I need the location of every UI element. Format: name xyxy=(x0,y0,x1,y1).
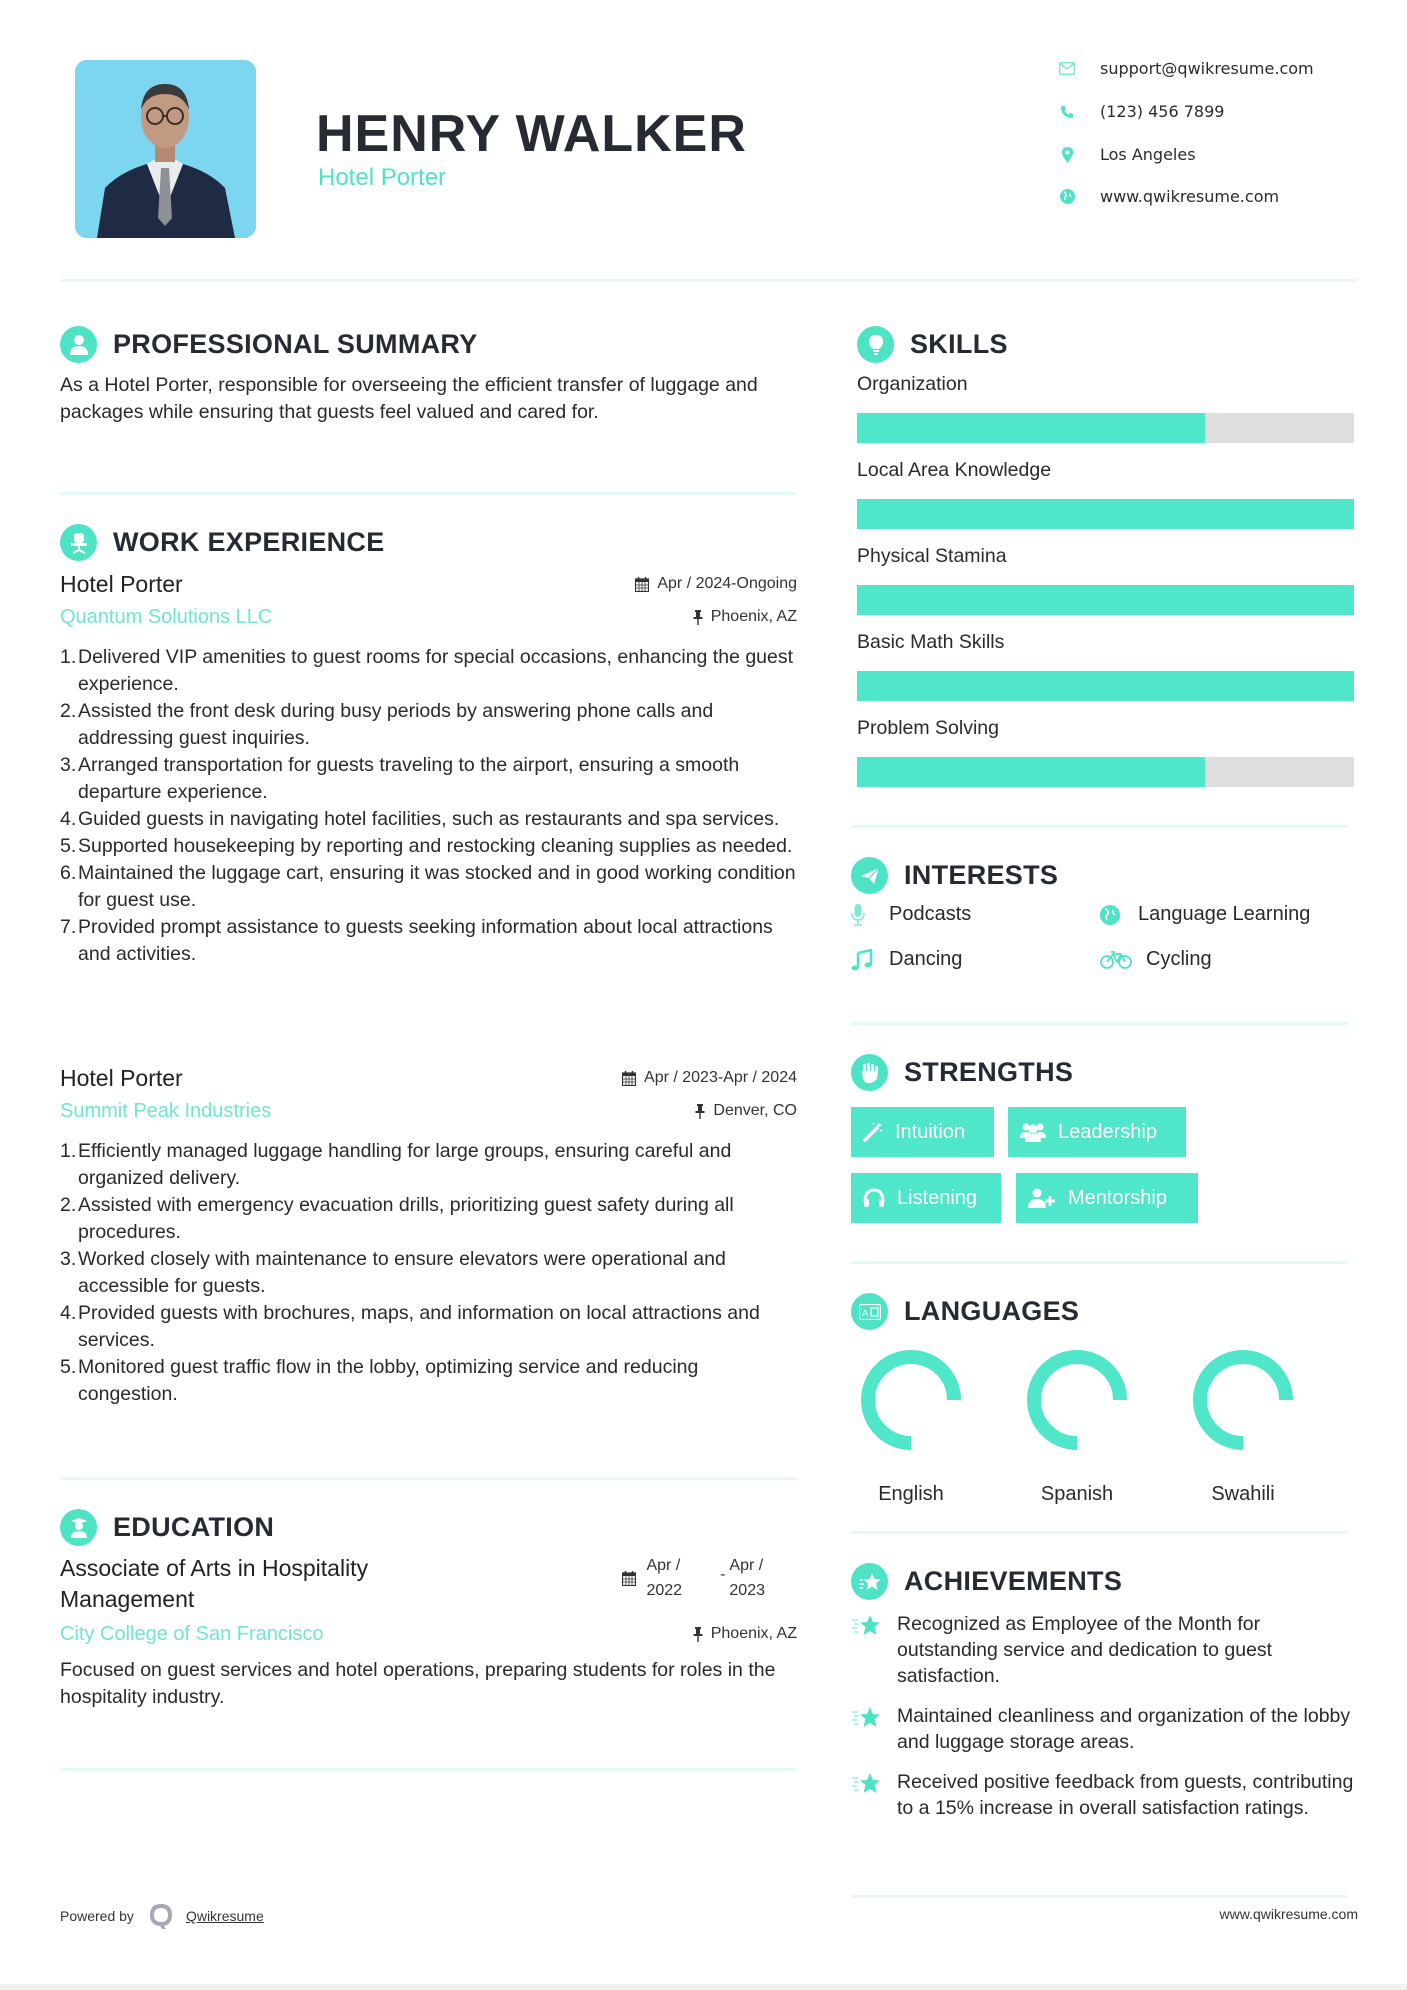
achievement-item: Maintained cleanliness and organization of the lobby and luggage storage areas. xyxy=(851,1703,1361,1755)
user-plus-icon xyxy=(1028,1188,1056,1208)
interests-heading: INTERESTS xyxy=(851,857,1058,894)
strength-chip-intuition: Intuition xyxy=(851,1107,994,1157)
education-heading: EDUCATION xyxy=(60,1509,274,1546)
achievement-item: Received positive feedback from guests, contributing to a 15% increase in overall satisfaction ratings. xyxy=(851,1769,1361,1821)
qwikresume-logo-icon xyxy=(148,1902,174,1930)
contact-website[interactable] xyxy=(1058,187,1279,206)
achievements-heading: ACHIEVEMENTS xyxy=(851,1563,1122,1600)
section-divider xyxy=(851,1895,1348,1898)
phone-icon xyxy=(1058,103,1076,121)
job-location: Phoenix, AZ xyxy=(693,608,797,626)
graduate-icon xyxy=(60,1509,97,1546)
strength-chip-leadership: Leadership xyxy=(1008,1107,1186,1157)
contact-phone-text: (123) 456 7899 xyxy=(1100,102,1225,121)
job-dates: Apr / 2023-Apr / 2024 xyxy=(622,1069,797,1087)
users-icon xyxy=(1020,1122,1046,1142)
skill-bar xyxy=(857,757,1354,787)
language-item: Swahili xyxy=(1183,1345,1303,1506)
job-bullet: 3. Worked closely with maintenance to ensure elevators were operational and accessible for guests. xyxy=(60,1248,726,1297)
skill-bar xyxy=(857,499,1354,529)
job-bullet: 4. Provided guests with brochures, maps, and information on local attractions and services. xyxy=(60,1302,760,1351)
skill-bar-fill xyxy=(857,499,1354,529)
skill-bar-fill xyxy=(857,671,1354,701)
work-heading: WORK EXPERIENCE xyxy=(60,524,385,561)
skill-bar-fill xyxy=(857,757,1205,787)
music-note-icon xyxy=(851,949,877,971)
language-icon xyxy=(851,1293,888,1330)
strengths-heading: STRENGTHS xyxy=(851,1054,1073,1091)
summary-text: As a Hotel Porter, responsible for overseeing the efficient transfer of luggage and packages while ensuring that guests feel valued and cared for. xyxy=(60,374,758,423)
interest-item: Dancing xyxy=(851,948,962,971)
star-icon xyxy=(851,1611,885,1643)
summary-heading: PROFESSIONAL SUMMARY xyxy=(60,326,478,363)
calendar-icon xyxy=(622,1071,636,1086)
fist-icon xyxy=(851,1054,888,1091)
job-bullet: 7. Provided prompt assistance to guests seeking information about local attractions and activities. xyxy=(60,916,773,965)
section-divider xyxy=(60,1768,797,1771)
job-bullet: 5. Supported housekeeping by reporting and restocking cleaning supplies as needed. xyxy=(60,835,793,857)
job-bullets xyxy=(60,644,797,968)
section-divider xyxy=(851,825,1348,828)
star-icon xyxy=(851,1703,885,1735)
education-location: Phoenix, AZ xyxy=(693,1625,797,1643)
paper-plane-icon xyxy=(851,857,888,894)
job-bullet: 4. Guided guests in navigating hotel facilities, such as restaurants and spa services. xyxy=(60,808,780,830)
degree-title: Associate of Arts in Hospitality Management xyxy=(60,1555,369,1612)
skill-item: Local Area Knowledge xyxy=(857,459,1354,545)
job-entry xyxy=(60,1064,797,1408)
skills-list xyxy=(857,373,1354,803)
page-bottom-edge xyxy=(0,1984,1407,1990)
job-title: Hotel Porter xyxy=(60,570,183,597)
pushpin-icon xyxy=(693,610,703,625)
interest-item: Cycling xyxy=(1100,948,1212,971)
skill-bar xyxy=(857,585,1354,615)
person-photo-icon xyxy=(75,60,256,238)
candidate-title: Hotel Porter xyxy=(318,164,447,191)
skill-item: Problem Solving xyxy=(857,717,1354,803)
headphones-icon xyxy=(863,1188,885,1208)
magic-wand-icon xyxy=(863,1122,883,1142)
skill-bar-fill xyxy=(857,585,1354,615)
contact-location xyxy=(1058,145,1196,164)
strength-chip-listening: Listening xyxy=(851,1173,1001,1223)
language-ring-chart xyxy=(1022,1345,1132,1455)
section-divider xyxy=(851,1261,1348,1264)
footer-website[interactable]: www.qwikresume.com xyxy=(1219,1906,1358,1922)
skill-bar-fill xyxy=(857,413,1205,443)
languages-list xyxy=(851,1345,1303,1506)
calendar-icon xyxy=(635,577,649,592)
profile-photo xyxy=(75,60,256,238)
achievements-list xyxy=(851,1611,1361,1821)
job-bullet: 2. Assisted with emergency evacuation drills, prioritizing guest safety during all procedures. xyxy=(60,1194,734,1243)
user-icon xyxy=(60,326,97,363)
contact-email-text: support@qwikresume.com xyxy=(1100,59,1314,78)
job-title: Hotel Porter xyxy=(60,1064,183,1091)
contact-website-text: www.qwikresume.com xyxy=(1100,187,1280,206)
education-description: Focused on guest services and hotel operations, preparing students for roles in the hospitality industry. xyxy=(60,1659,776,1708)
section-divider xyxy=(60,492,797,495)
skill-bar xyxy=(857,413,1354,443)
company-name: Quantum Solutions LLC xyxy=(60,605,273,628)
office-chair-icon xyxy=(60,524,97,561)
job-bullet: 3. Arranged transportation for guests traveling to the airport, ensuring a smooth departure experience. xyxy=(60,754,740,803)
skill-item: Basic Math Skills xyxy=(857,631,1354,717)
pushpin-icon xyxy=(693,1627,703,1642)
contact-email[interactable] xyxy=(1058,59,1314,78)
footer-powered-by: Powered by Qwikresume xyxy=(60,1902,264,1930)
skill-item: Physical Stamina xyxy=(857,545,1354,631)
school-name: City College of San Francisco xyxy=(60,1622,324,1645)
interest-item: Language Learning xyxy=(1100,903,1310,926)
header-divider xyxy=(60,279,1358,282)
job-bullet: 6. Maintained the luggage cart, ensuring it was stocked and in good working condition for guest use. xyxy=(60,862,796,911)
contact-phone[interactable] xyxy=(1058,102,1224,121)
job-bullet: 1. Efficiently managed luggage handling for large groups, ensuring careful and organized delivery. xyxy=(60,1140,732,1189)
bicycle-icon xyxy=(1100,951,1134,969)
globe-icon xyxy=(1100,905,1126,925)
interest-item: Podcasts xyxy=(851,903,971,926)
star-icon xyxy=(851,1769,885,1801)
company-name: Summit Peak Industries xyxy=(60,1099,272,1122)
contact-location-text: Los Angeles xyxy=(1100,145,1196,164)
qwikresume-link[interactable]: Qwikresume xyxy=(185,1908,264,1924)
job-bullet: 2. Assisted the front desk during busy periods by answering phone calls and addressing guest inquiries. xyxy=(60,700,714,749)
job-bullet: 1. Delivered VIP amenities to guest rooms for special occasions, enhancing the guest experience. xyxy=(60,646,794,695)
job-bullet: 5. Monitored guest traffic flow in the lobby, optimizing service and reducing congestion. xyxy=(60,1356,699,1405)
lightbulb-icon xyxy=(857,326,894,363)
languages-heading: A LANGUAGES xyxy=(851,1293,1079,1330)
strength-chip-mentorship: Mentorship xyxy=(1016,1173,1198,1223)
job-entry xyxy=(60,570,797,968)
education-entry xyxy=(60,1553,797,1711)
education-dates: Apr / 2022 - Apr / 2023 xyxy=(622,1553,765,1603)
language-ring-chart xyxy=(856,1345,966,1455)
job-bullets xyxy=(60,1138,797,1408)
section-divider xyxy=(851,1022,1348,1025)
language-ring-chart xyxy=(1188,1345,1298,1455)
calendar-icon xyxy=(622,1571,636,1586)
job-location: Denver, CO xyxy=(695,1102,797,1120)
achievement-item: Recognized as Employee of the Month for outstanding service and dedication to guest satisfaction. xyxy=(851,1611,1361,1689)
candidate-name: HENRY WALKER xyxy=(316,105,747,163)
globe-icon xyxy=(1058,188,1076,206)
envelope-icon xyxy=(1058,60,1076,78)
language-item: English xyxy=(851,1345,971,1506)
microphone-icon xyxy=(851,904,877,926)
svg-text:A: A xyxy=(861,1308,868,1319)
language-item: Spanish xyxy=(1017,1345,1137,1506)
section-divider xyxy=(60,1477,797,1480)
skill-bar xyxy=(857,671,1354,701)
job-dates: Apr / 2024-Ongoing xyxy=(635,575,797,593)
skill-item: Organization xyxy=(857,373,1354,459)
section-divider xyxy=(851,1531,1348,1534)
skills-heading: SKILLS xyxy=(857,326,1008,363)
pushpin-icon xyxy=(695,1104,705,1119)
star-badge-icon xyxy=(851,1563,888,1600)
map-pin-icon xyxy=(1058,146,1076,164)
